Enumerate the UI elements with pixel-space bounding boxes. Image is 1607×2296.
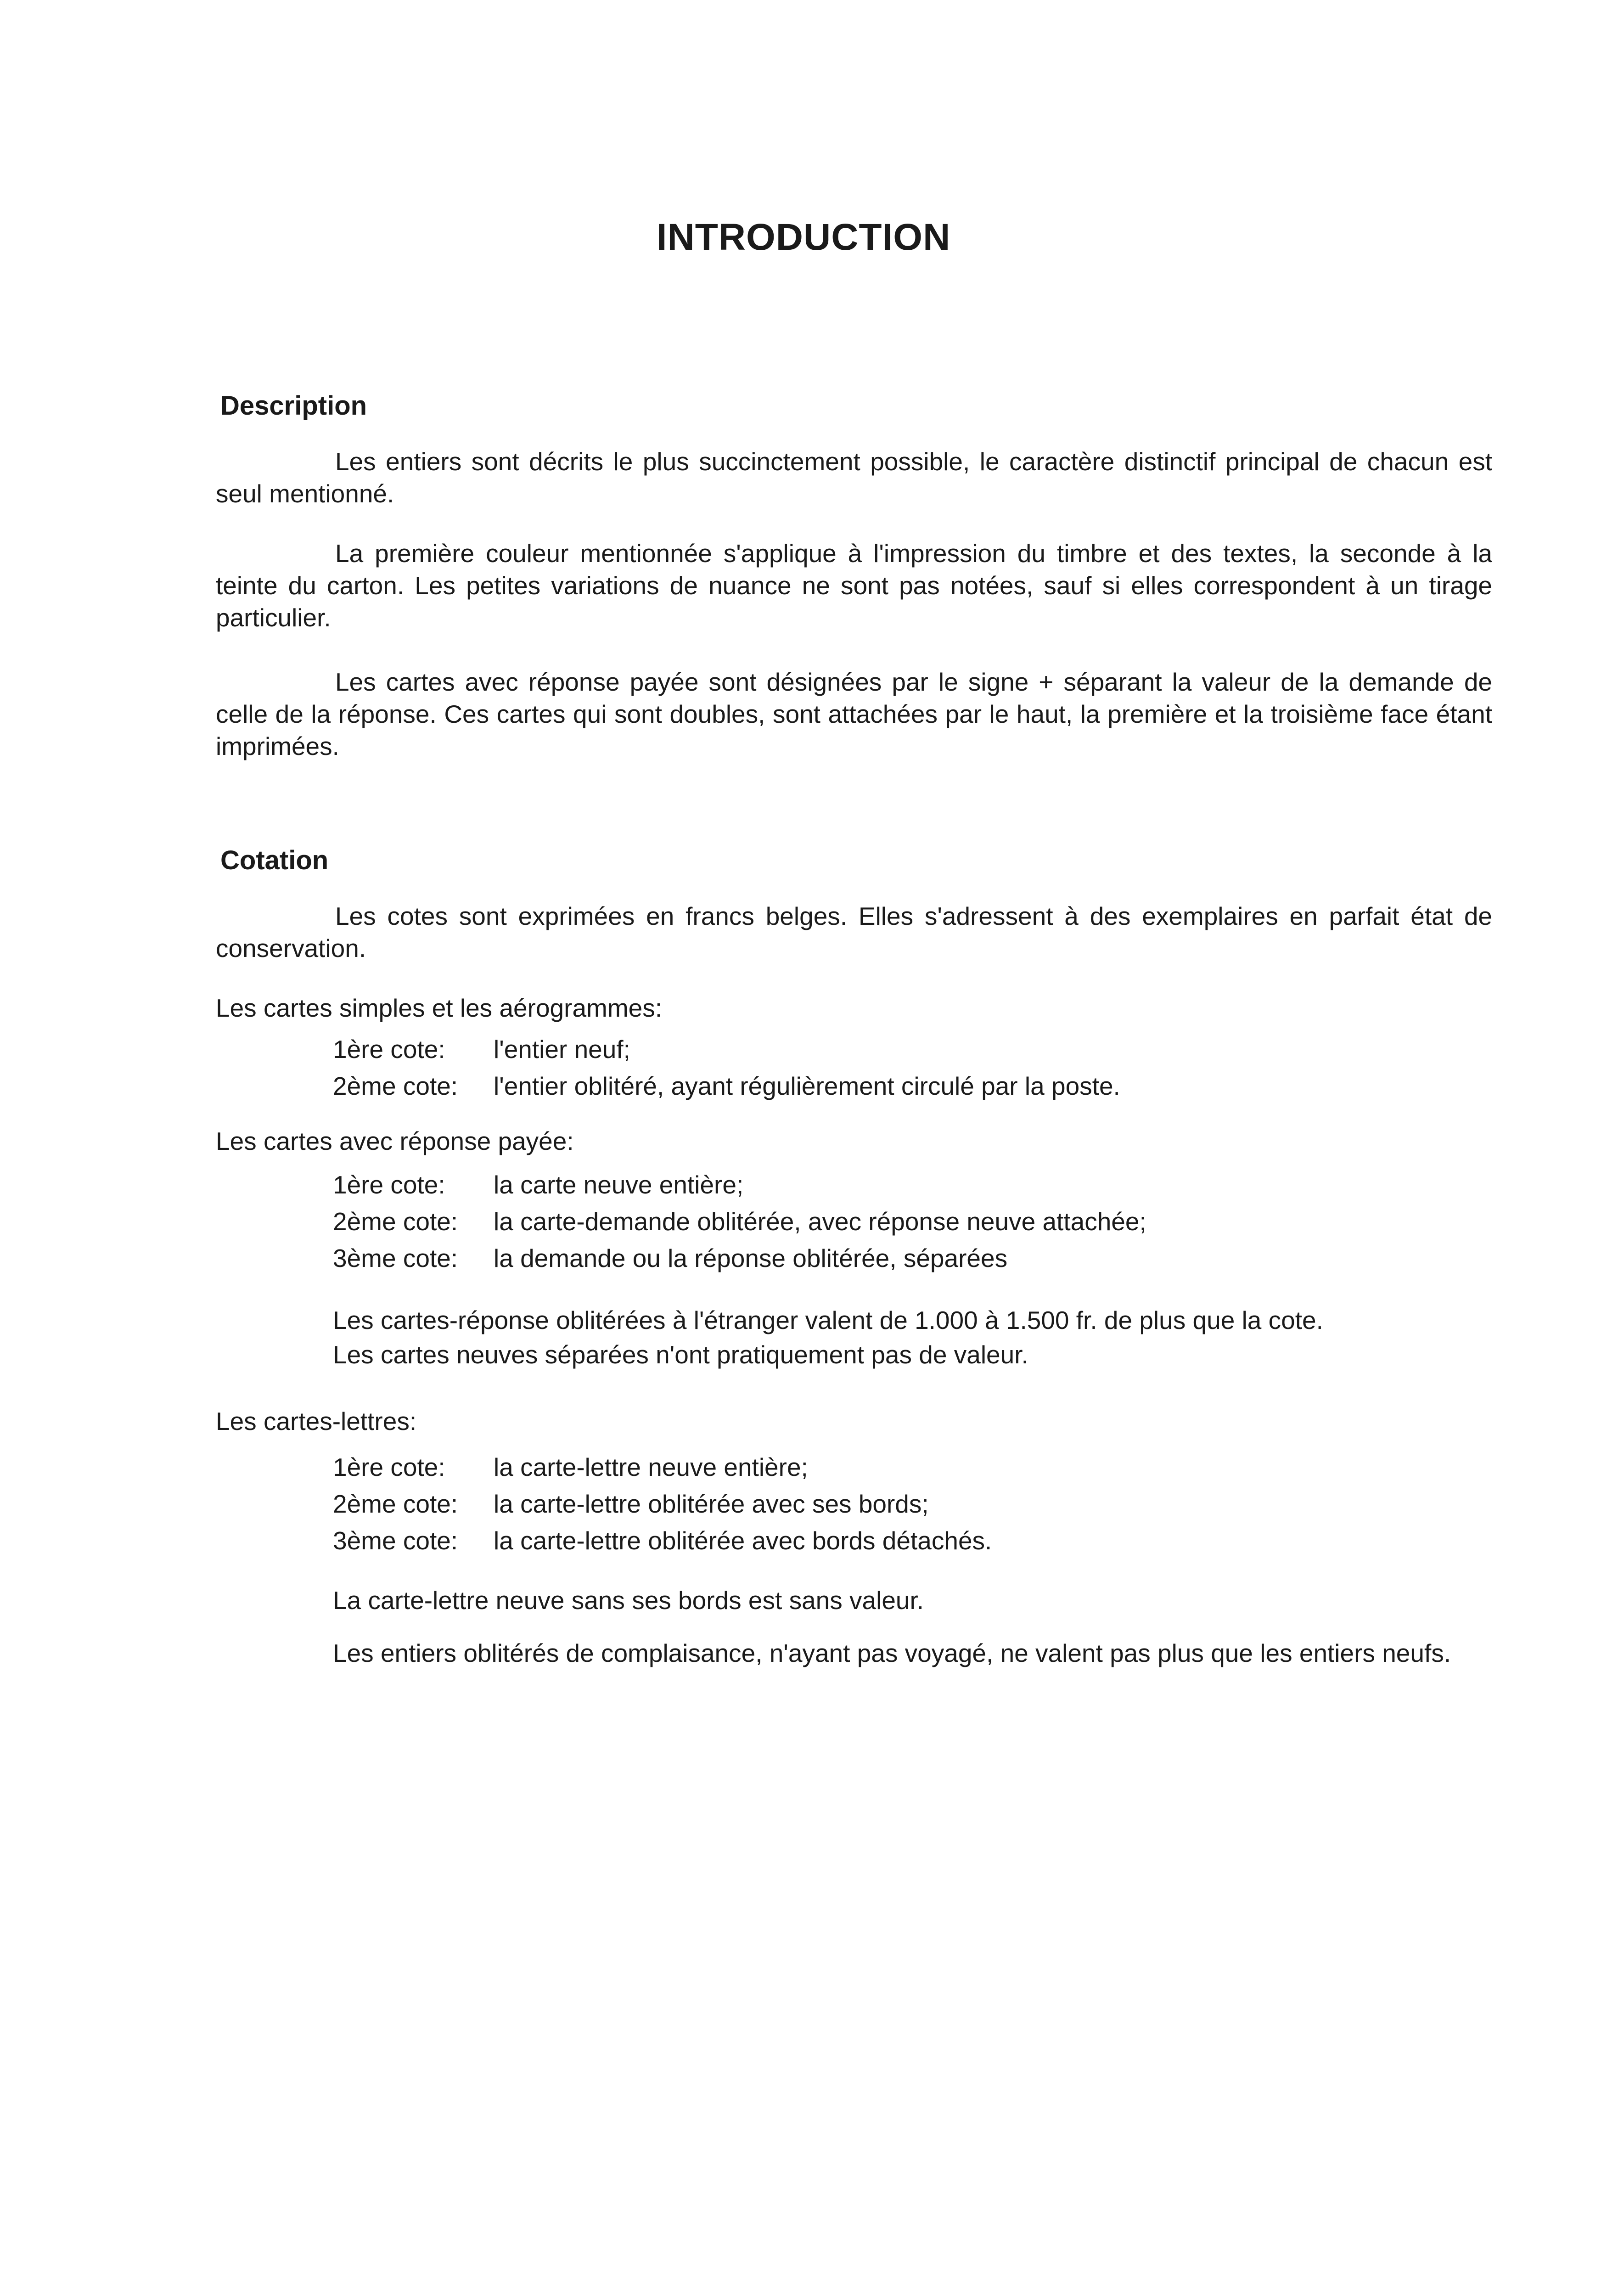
- cote-label: 2ème cote:: [333, 1072, 458, 1100]
- cote-text: la carte neuve entière;: [494, 1171, 744, 1199]
- cote-text: la carte-lettre oblitérée avec ses bords;: [494, 1490, 929, 1518]
- description-paragraph-1: Les entiers sont décrits le plus succinctement possible, le caractère distinctif principal de chacun est seul mentionné.: [216, 447, 1492, 508]
- list-item: [333, 1205, 1146, 1238]
- list-item: [333, 1070, 1120, 1102]
- reply-cards-intro: Les cartes avec réponse payée:: [216, 1127, 574, 1155]
- list-item: [333, 1451, 808, 1483]
- list-item: [333, 1242, 1007, 1274]
- cote-label: 1ère cote:: [333, 1453, 445, 1481]
- letter-cards-note-1: La carte-lettre neuve sans ses bords est sans valeur.: [333, 1586, 924, 1615]
- cote-text: l'entier neuf;: [494, 1035, 630, 1064]
- cote-text: la carte-lettre neuve entière;: [494, 1453, 808, 1481]
- list-item: [333, 1169, 743, 1201]
- cote-label: 1ère cote:: [333, 1171, 445, 1199]
- list-item: [333, 1525, 992, 1557]
- simple-cards-intro: Les cartes simples et les aérogrammes:: [216, 994, 663, 1022]
- cote-label: 2ème cote:: [333, 1207, 458, 1236]
- list-item: [333, 1488, 929, 1520]
- page-title: INTRODUCTION: [656, 216, 951, 258]
- cote-label: 2ème cote:: [333, 1490, 458, 1518]
- list-item: [333, 1033, 630, 1065]
- cotation-paragraph-1: Les cotes sont exprimées en francs belges. Elles s'adressent à des exemplaires en parfait état de conservation.: [216, 902, 1492, 962]
- description-paragraph-3: Les cartes avec réponse payée sont désignées par le signe + séparant la valeur de la demande de celle de la réponse. Ces cartes qui sont doubles, sont attachées par le haut, la première et la troisième face étant imprimées.: [216, 668, 1492, 760]
- letter-cards-intro: Les cartes-lettres:: [216, 1407, 417, 1435]
- description-paragraph-2: La première couleur mentionnée s'applique à l'impression du timbre et des textes, la seconde à la teinte du carton. Les petites variations de nuance ne sont pas notées, sauf si elles correspondent à un tirage particulier.: [216, 539, 1492, 632]
- cote-text: la carte-lettre oblitérée avec bords détachés.: [494, 1526, 992, 1555]
- cote-label: 3ème cote:: [333, 1526, 458, 1555]
- reply-cards-note-2: Les cartes neuves séparées n'ont pratiquement pas de valeur.: [333, 1340, 1028, 1369]
- cote-text: la demande ou la réponse oblitérée, séparées: [494, 1244, 1008, 1272]
- description-heading: Description: [220, 391, 367, 421]
- cote-label: 3ème cote:: [333, 1244, 458, 1272]
- cotation-heading: Cotation: [220, 845, 329, 875]
- cote-label: 1ère cote:: [333, 1035, 445, 1064]
- cote-text: l'entier oblitéré, ayant régulièrement circulé par la poste.: [494, 1072, 1120, 1100]
- complaisance-paragraph: Les entiers oblitérés de complaisance, n'ayant pas voyagé, ne valent pas plus que les entiers neufs.: [333, 1639, 1451, 1667]
- cote-text: la carte-demande oblitérée, avec réponse neuve attachée;: [494, 1207, 1146, 1236]
- reply-cards-note-1: Les cartes-réponse oblitérées à l'étranger valent de 1.000 à 1.500 fr. de plus que la cote.: [333, 1306, 1323, 1334]
